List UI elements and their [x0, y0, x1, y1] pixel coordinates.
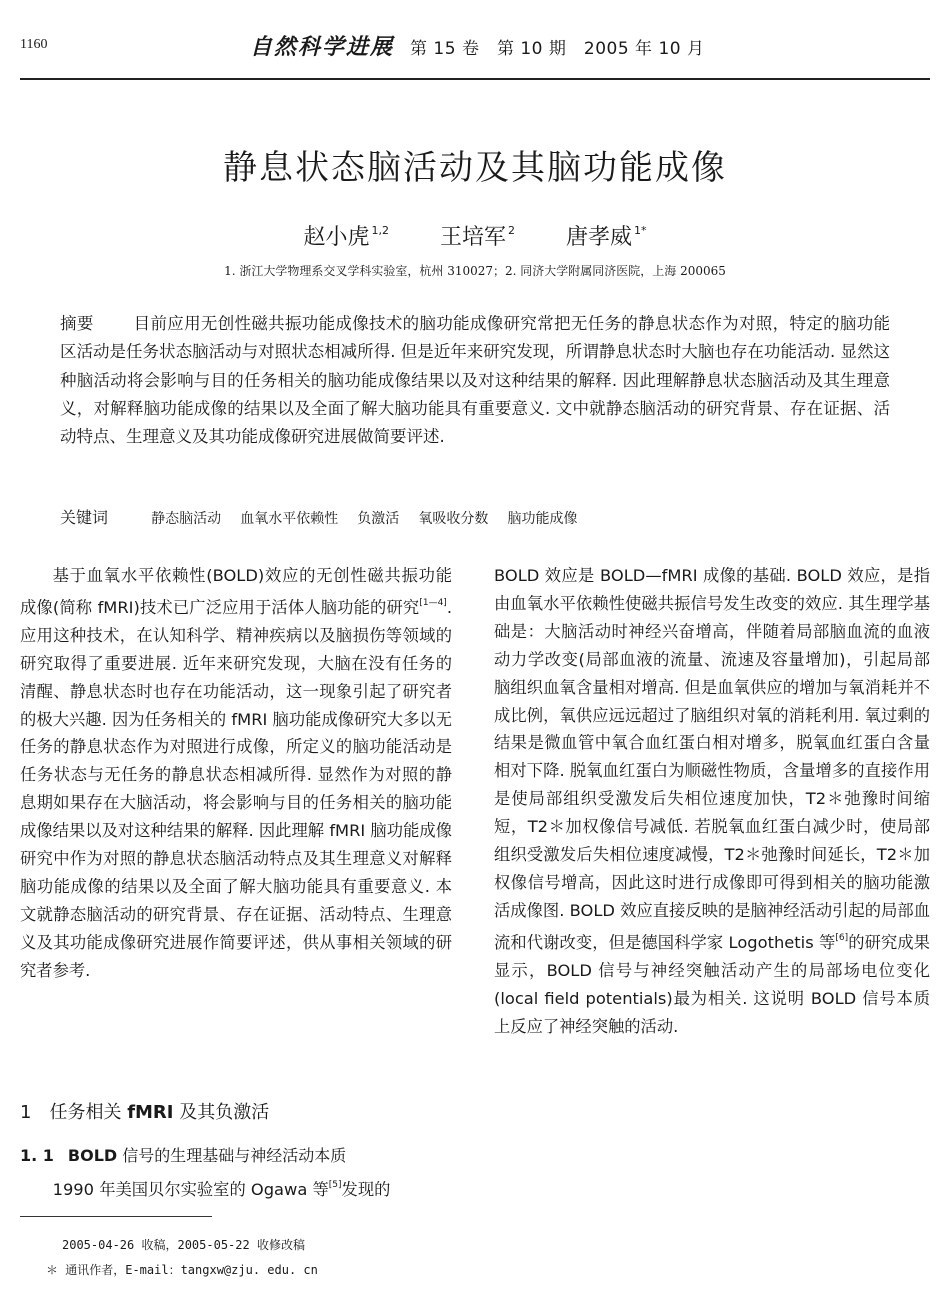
section-number: 1 [20, 1102, 32, 1123]
body-column-right [494, 562, 930, 1040]
abstract-label: 摘要 [60, 314, 94, 333]
intro-text-cont: . 应用这种技术，在认知科学、精神疾病以及脑损伤等领域的研究取得了重要进展. 近年来研究发现，大脑在没有任务的清醒、静息状态时也存在功能活动，这一现象引起了研究者的极大兴趣. 因为任务相关的 fMRI 脑功能成像研究大多以无任务的静息状态作为对照进行成像，所定义的脑功能活动是任务状态与无任务的静息状态相减所得. 显然作为对照的静息期如果存在大脑活动，将会影响与目的任务相关的脑功能成像结果以及对这种结果的解释. 因此理解 fMRI 脑功能成像研究中作为对照的静息状态脑活动特点及其生理意义对解释脑功能成像的结果以及全面了解大脑功能具有重要意义. 本文就静态脑活动的研究背景、存在证据、活动特点、生理意义及其功能成像研究进展作简要评述，供从事相关领域的研究者参考. [20, 597, 452, 980]
author-name: 王培军 [439, 225, 506, 250]
paragraph-text-cont: 发现的 [341, 1180, 391, 1199]
keyword: 氧吸收分数 [418, 511, 489, 527]
intro-text: 基于血氧水平依赖性(BOLD)效应的无创性磁共振功能成像(简称 fMRI)技术已广泛应用于活体人脑功能的研究 [20, 566, 452, 617]
author-affiliation-mark: 1,2 [371, 224, 389, 237]
abstract [60, 310, 890, 451]
keyword: 血氧水平依赖性 [240, 511, 339, 527]
footnote-received: 2005-04-26 收稿，2005-05-22 收修改稿 [62, 1238, 305, 1252]
header-divider [20, 78, 930, 80]
author-affiliation-mark: 2 [508, 224, 515, 237]
section-title: 任务相关 [49, 1102, 128, 1123]
author-affiliation-mark: 1* [634, 224, 647, 237]
keywords-label: 关键词 [60, 508, 109, 527]
affiliations: 1. 浙江大学物理系交叉学科实验室，杭州 310027；2. 同济大学附属同济医院，上海 200065 [224, 264, 726, 278]
bold-paragraph [494, 562, 930, 1040]
author-name: 赵小虎 [303, 225, 370, 250]
subsection-title-bold: BOLD [67, 1146, 118, 1165]
article-title: 静息状态脑活动及其脑功能成像 [223, 148, 727, 188]
footnote-corresponding: ＊ 通讯作者，E-mail：tangxw@zju. edu. cn [46, 1263, 318, 1277]
paragraph-text: 1990 年美国贝尔实验室的 Ogawa 等 [52, 1180, 329, 1199]
author-list [0, 220, 950, 251]
citation: [5] [328, 1180, 342, 1190]
body-column-left [20, 562, 452, 985]
author-name: 唐孝威 [566, 225, 633, 250]
section-heading-1-1 [20, 1143, 346, 1166]
section-title-end: 及其负激活 [173, 1102, 270, 1123]
paragraph-text-cont: 的研究成果显示，BOLD 信号与神经突触活动产生的局部场电位变化(local field potentials)最为相关. 这说明 BOLD 信号本质上反应了神经突触的活动. [494, 932, 930, 1036]
abstract-text: 目前应用无创性磁共振功能成像技术的脑功能成像研究常把无任务的静息状态作为对照，特定的脑功能区活动是任务状态脑活动与对照状态相减所得. 但是近年来研究发现，所谓静息状态时大脑也存在功能活动. 显然这种脑活动将会影响与目的任务相关的脑功能成像结果以及对这种结果的解释. 因此理解静息状态脑活动及其生理意义，对解释脑功能成像的结果以及全面了解大脑功能具有重要意义. 文中就静态脑活动的研究背景、存在证据、活动特点、生理意义及其功能成像研究进展做简要评述. [60, 314, 891, 447]
keyword: 脑功能成像 [507, 511, 578, 527]
citation: [1—4] [419, 597, 447, 608]
keywords [60, 505, 890, 528]
section-heading-1 [20, 1098, 269, 1124]
keyword: 负激活 [357, 511, 400, 527]
footnote-divider [20, 1216, 212, 1217]
citation: [6] [835, 932, 849, 943]
keyword: 静态脑活动 [151, 511, 222, 527]
author [303, 225, 389, 250]
section-title-bold: fMRI [127, 1102, 174, 1123]
author [566, 225, 647, 250]
page-number: 1160 [20, 37, 48, 52]
author [440, 225, 515, 250]
subsection-number: 1. 1 [20, 1146, 54, 1165]
intro-paragraph [20, 562, 452, 985]
subsection-title: 信号的生理基础与神经活动本质 [117, 1146, 347, 1165]
issue-info: 第 15 卷 第 10 期 2005 年 10 月 [410, 39, 705, 59]
journal-name: 自然科学进展 [250, 34, 395, 60]
paragraph-start [20, 1172, 452, 1204]
paragraph-text: BOLD 效应是 BOLD—fMRI 成像的基础. BOLD 效应，是指由血氧水平依赖性使磁共振信号发生改变的效应. 其生理学基础是：大脑活动时神经兴奋增高，伴随着局部脑血流的血液动力学改变(局部血液的流量、流速及容量增加)，引起局部脑组织血氧含量相对增高. 但是血氧供应的增加与氧消耗并不成比例，氧供应远远超过了脑组织对氧的消耗利用. 氧过剩的结果是微血管中氧合血红蛋白相对增多，脱氧血红蛋白含量相对下降. 脱氧血红蛋白为顺磁性物质，含量增多的直接作用是使局部组织受激发后失相位速度加快，T2＊弛豫时间缩短，T2＊加权像信号减低. 若脱氧血红蛋白减少时，使局部组织受激发后失相位速度减慢，T2＊弛豫时间延长，T2＊加权像信号增高，因此这时进行成像即可得到相关的脑功能激活成像图. BOLD 效应直接反映的是脑神经活动引起的局部血流和代谢改变，但是德国科学家 Logothetis 等 [494, 566, 930, 952]
